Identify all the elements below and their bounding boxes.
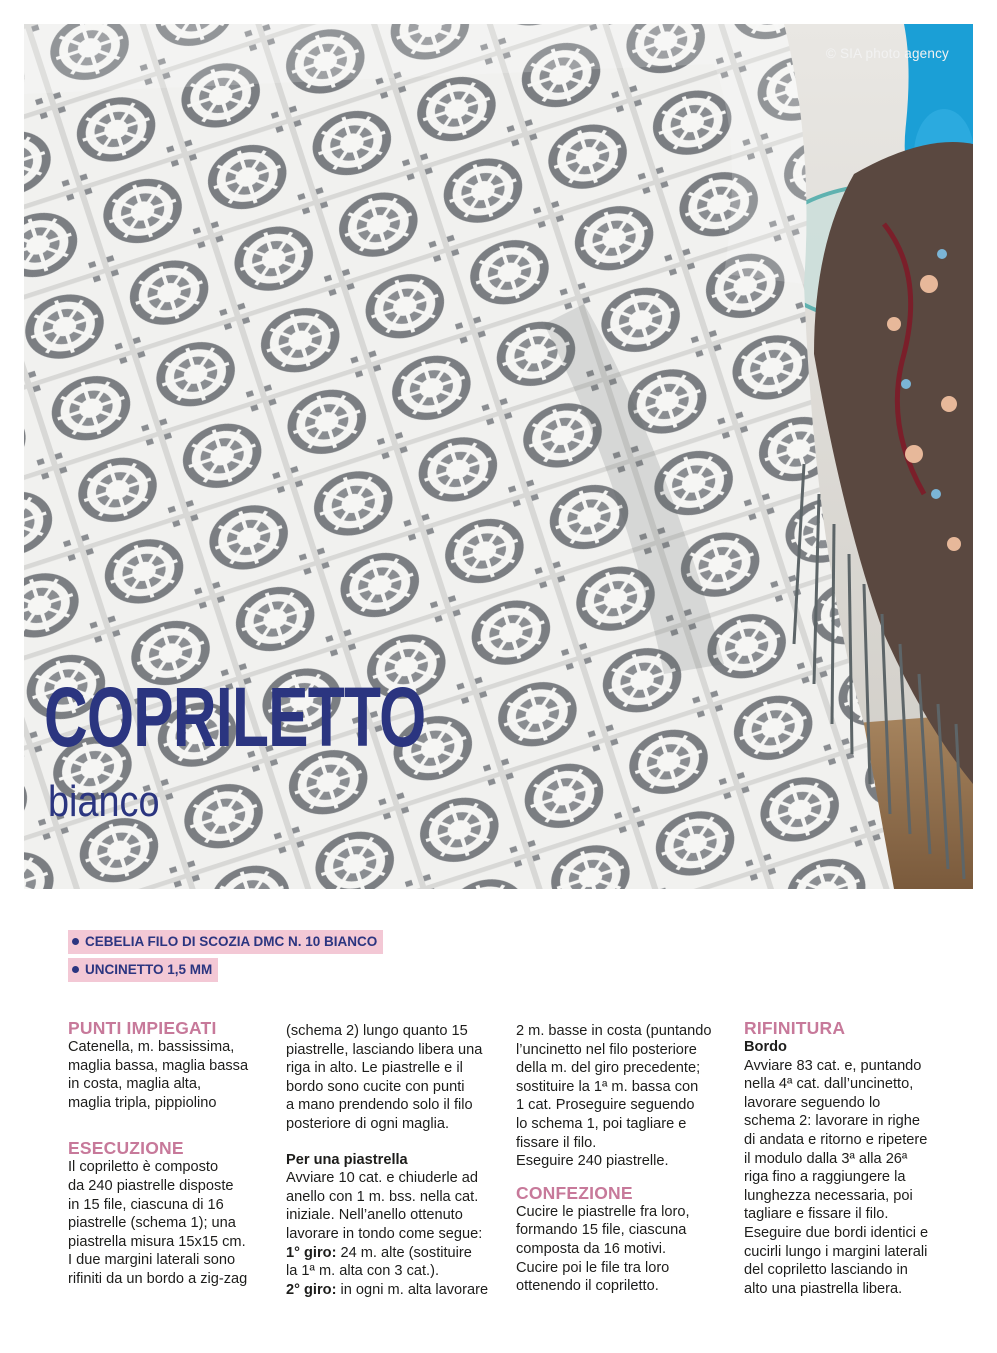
text-line: Avviare 83 cat. e, puntando — [744, 1057, 922, 1074]
text-line: tagliare e fissare il filo. — [744, 1206, 889, 1223]
text-line: schema 2: lavorare in righe — [744, 1113, 921, 1130]
text-line: l’uncinetto nel filo posteriore — [516, 1041, 697, 1058]
text-line: sostituire la 1ª m. bassa con — [516, 1078, 699, 1095]
material-yarn-label: CEBELIA FILO DI SCOZIA DMC N. 10 BIANCO — [85, 934, 378, 949]
text-line: Cucire le piastrelle fra loro, — [516, 1203, 690, 1220]
column-4 — [744, 1018, 959, 1298]
text-line: riga in alto. Le piastrelle e il — [286, 1060, 463, 1077]
text-line: lavorare seguendo lo — [744, 1094, 881, 1111]
text-line: 2 m. basse in costa (puntando — [516, 1023, 712, 1039]
text-line: lo schema 1, poi tagliare e — [516, 1115, 687, 1132]
text-line: Cucire poi le file tra loro — [516, 1259, 670, 1276]
text-line: maglia bassa, maglia bassa — [68, 1057, 249, 1074]
heading-punti-impiegati: PUNTI IMPIEGATI — [68, 1018, 217, 1038]
text-line: anello con 1 m. bss. nella cat. — [286, 1188, 479, 1205]
text-line: Eseguire 240 piastrelle. — [516, 1153, 669, 1170]
text-line: iniziale. Nell’anello ottenuto — [286, 1207, 463, 1224]
material-hook-label: UNCINETTO 1,5 MM — [85, 962, 213, 977]
text-line: in 15 file, ciascuna di 16 — [68, 1196, 224, 1213]
text-line: rifiniti da un bordo a zig-zag — [68, 1270, 248, 1287]
text-line: di andata e ritorno e ripetere — [744, 1131, 928, 1148]
round-2-label: 2° giro: — [286, 1281, 337, 1298]
text-line: posteriore di ogni maglia. — [286, 1115, 450, 1132]
text-line: 1 cat. Proseguire seguendo — [516, 1097, 695, 1114]
text-line: (schema 2) lungo quanto 15 — [286, 1023, 468, 1039]
text-line: alto una piastrella libera. — [744, 1280, 903, 1297]
heading-confezione: CONFEZIONE — [516, 1182, 633, 1203]
round-2-text: in ogni m. alta lavorare — [336, 1281, 489, 1298]
text-line: in costa, maglia alta, — [68, 1076, 202, 1093]
round-1-label: 1° giro: — [286, 1244, 337, 1261]
material-hook — [68, 958, 218, 982]
text-line: formando 15 file, ciascuna — [516, 1222, 687, 1239]
text-line: bordo sono cucite con punti — [286, 1078, 465, 1095]
bullet-icon — [72, 938, 79, 945]
text-line: maglia tripla, pippiolino — [68, 1094, 217, 1111]
subheading-per-una-piastrella: Per una piastrella — [286, 1151, 408, 1168]
text-line: cucirli lungo i margini laterali — [744, 1243, 928, 1260]
text-line: della m. del giro precedente; — [516, 1060, 701, 1077]
text-line: lavorare in tondo come segue: — [286, 1225, 483, 1242]
heading-esecuzione: ESECUZIONE — [68, 1138, 184, 1159]
text-line: da 240 piastrelle disposte — [68, 1177, 234, 1194]
text-line: Eseguire due bordi identici e — [744, 1224, 929, 1241]
round-1-text: 24 m. alte (sostituire — [336, 1244, 472, 1261]
text-line: nella 4ª cat. dall’uncinetto, — [744, 1076, 914, 1093]
column-2 — [286, 1022, 501, 1299]
column-1 — [68, 1018, 268, 1289]
material-yarn — [68, 930, 383, 954]
page-title: COPRILETTO — [44, 670, 426, 764]
subheading-bordo: Bordo — [744, 1039, 787, 1055]
text-line: I due margini laterali sono — [68, 1252, 236, 1269]
photo-credit: © SIA photo agency — [825, 46, 949, 61]
text-line: piastrelle, lasciando libera una — [286, 1041, 483, 1058]
bullet-icon — [72, 966, 79, 973]
text-line: Il copriletto è composto — [68, 1159, 219, 1176]
heading-rifinitura: RIFINITURA — [744, 1018, 846, 1038]
text-line-round-1 — [286, 1244, 501, 1263]
text-line: Avviare 10 cat. e chiuderle ad — [286, 1170, 478, 1187]
text-line: la 1ª m. alta con 3 cat.). — [286, 1263, 440, 1280]
text-line: piastrella misura 15x15 cm. — [68, 1233, 246, 1250]
text-line: il modulo dalla 3ª alla 26ª — [744, 1150, 908, 1167]
text-line: riga fino a raggiungere la — [744, 1169, 906, 1186]
column-3 — [516, 1022, 731, 1296]
text-line: Catenella, m. bassissima, — [68, 1039, 235, 1055]
text-line: lunghezza necessaria, poi — [744, 1187, 913, 1204]
text-line: del copriletto lasciando in — [744, 1262, 908, 1279]
page-subtitle: bianco — [48, 777, 160, 826]
text-line: piastrelle (schema 1); una — [68, 1215, 236, 1232]
text-line: composta da 16 motivi. — [516, 1240, 667, 1257]
text-line: a mano prendendo solo il filo — [286, 1097, 473, 1114]
text-line: fissare il filo. — [516, 1134, 597, 1151]
text-line-round-2 — [286, 1281, 501, 1300]
text-line: ottenendo il copriletto. — [516, 1278, 659, 1295]
